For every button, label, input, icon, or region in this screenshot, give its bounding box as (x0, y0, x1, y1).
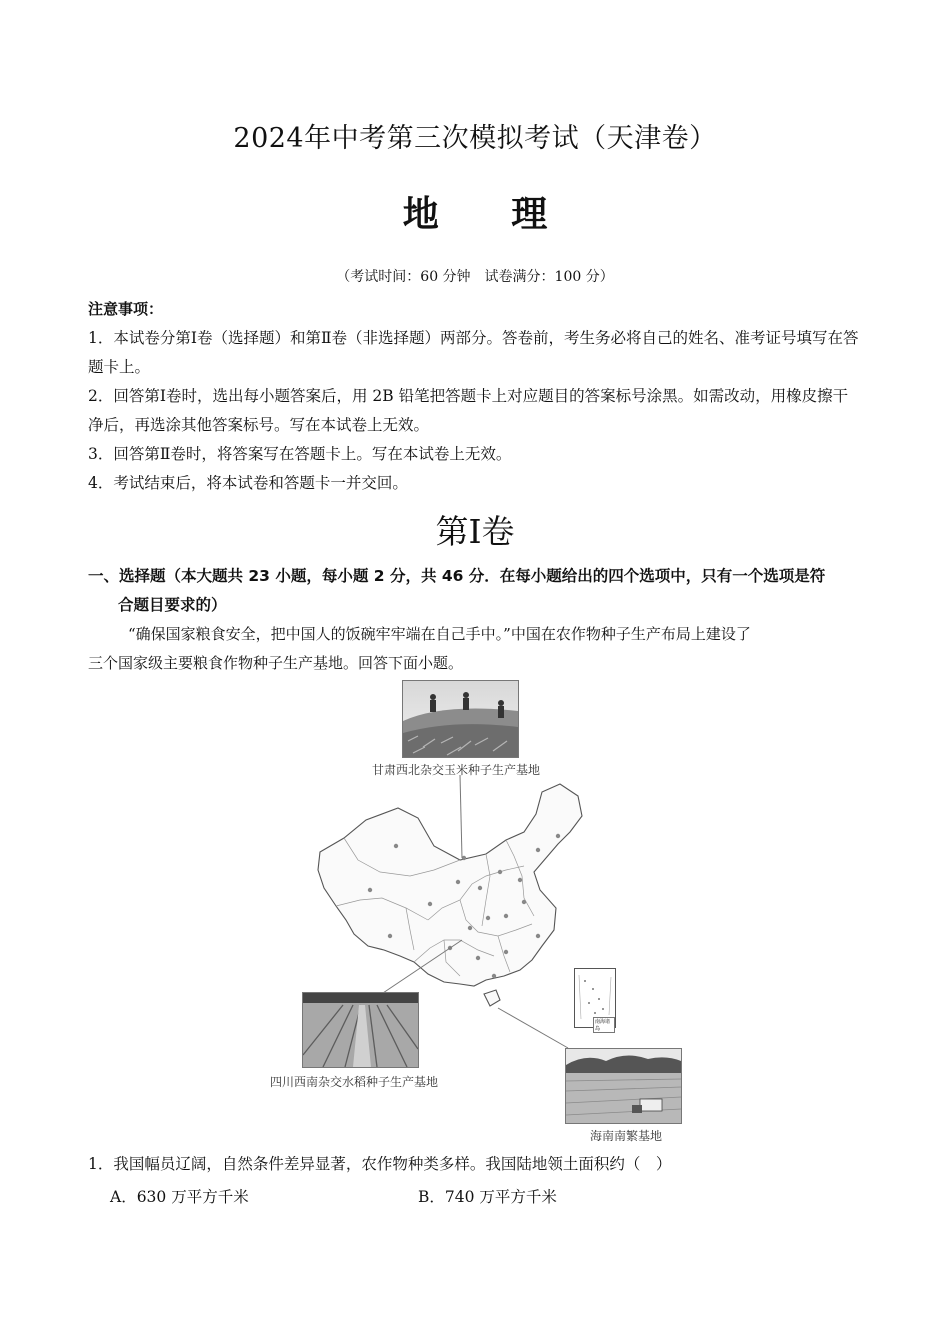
notice-heading: 注意事项： (88, 300, 164, 318)
passage-line2: 三个国家级主要粮食作物种子生产基地。回答下面小题。 (88, 654, 464, 672)
section-title: 第Ⅰ卷 (435, 512, 515, 551)
notice-item-1: 1．本试卷分第Ⅰ卷（选择题）和第Ⅱ卷（非选择题）两部分。答卷前，考生务必将自己的姓名、准考证号填写在答题卡上。 (88, 329, 859, 376)
sichuan-rice-photo (302, 992, 419, 1068)
notice-item-3: 3．回答第Ⅱ卷时，将答案写在答题卡上。写在本试卷上无效。 (88, 445, 512, 463)
question-1-stem: 1．我国幅员辽阔，自然条件差异显著，农作物种类多样。我国陆地领土面积约（ ） (88, 1155, 672, 1173)
exam-meta: （考试时间：60 分钟 试卷满分：100 分） (336, 269, 614, 285)
subject-title: 地 理 (402, 194, 578, 235)
part1-heading-line2: 合题目要求的） (118, 596, 227, 614)
question-1-option-b[interactable]: B．740 万平方千米 (418, 1188, 557, 1206)
inset-label: 南海诸岛 (593, 1017, 615, 1033)
caption-gansu: 甘肃西北杂交玉米种子生产基地 (372, 763, 541, 777)
question-1-option-a[interactable]: A．630 万平方千米 (110, 1188, 249, 1206)
hainan-field-photo (565, 1048, 682, 1124)
caption-hainan: 海南南繁基地 (590, 1129, 663, 1143)
caption-sichuan: 四川西南杂交水稻种子生产基地 (270, 1075, 439, 1089)
passage-line1: “确保国家粮食安全，把中国人的饭碗牢牢端在自己手中。”中国在农作物种子生产布局上建设了 (128, 625, 751, 643)
exam-title: 2024年中考第三次模拟考试（天津卷） (233, 123, 717, 154)
notice-item-4: 4．考试结束后，将本试卷和答题卡一并交回。 (88, 474, 408, 492)
part1-heading-line1: 一、选择题（本大题共 23 小题，每小题 2 分，共 46 分．在每小题给出的四个选项中，只有一个选项是符 (88, 567, 826, 585)
notice-item-2: 2．回答第Ⅰ卷时，选出每小题答案后，用 2B 铅笔把答题卡上对应题目的答案标号涂黑。如需改动，用橡皮擦干净后，再选涂其他答案标号。写在本试卷上无效。 (88, 387, 849, 434)
